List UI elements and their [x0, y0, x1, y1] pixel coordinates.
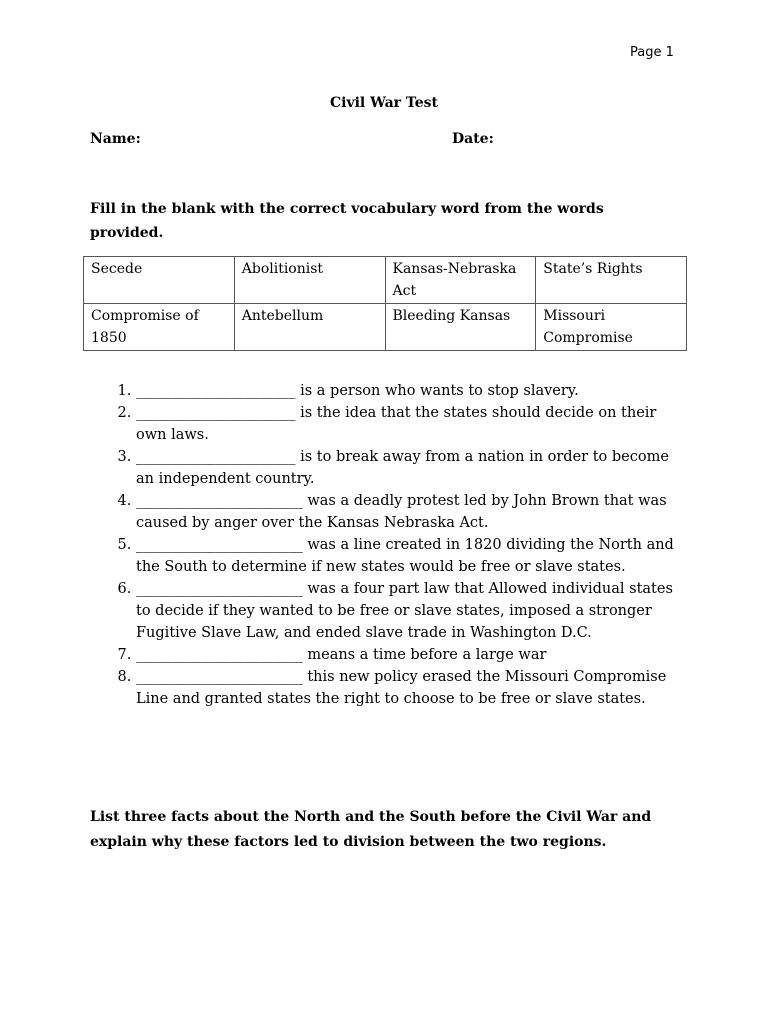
vocab-word: Antebellum [234, 304, 385, 351]
question-item: 6. _______________________ was a four part law that Allowed individual states to decide if they wanted to be free or slave states, imposed a stronger Fugitive Slave Law, and ended slave trade in Washington D.C. [136, 578, 680, 644]
page-number: Page 1 [630, 45, 674, 60]
vocab-word: Bleeding Kansas [385, 304, 536, 351]
question-item: 7. _______________________ means a time before a large war [136, 644, 680, 666]
vocab-table [83, 256, 687, 351]
essay-instructions: List three facts about the North and the South before the Civil War and explain why these factors led to division between the two regions. [90, 809, 652, 850]
vocab-instructions: Fill in the blank with the correct vocabulary word from the words provided. [90, 201, 604, 241]
table-row [84, 257, 687, 304]
question-item: 1. ______________________ is a person who wants to stop slavery. [136, 380, 680, 402]
page-title: Civil War Test [329, 95, 438, 111]
question-item: 5. _______________________ was a line created in 1820 dividing the North and the South to determine if new states would be free or slave states. [136, 534, 680, 578]
table-row [84, 304, 687, 351]
question-item: 4. _______________________ was a deadly protest led by John Brown that was caused by anger over the Kansas Nebraska Act. [136, 490, 680, 534]
question-list [90, 380, 680, 710]
question-item: 8. _______________________ this new policy erased the Missouri Compromise Line and granted states the right to choose to be free or slave states. [136, 666, 680, 710]
date-label: Date: [452, 131, 494, 147]
vocab-word: Compromise of 1850 [84, 304, 235, 351]
question-item: 2. ______________________ is the idea that the states should decide on their own laws. [136, 402, 680, 446]
vocab-word: State’s Rights [536, 257, 687, 304]
vocab-word: Missouri Compromise [536, 304, 687, 351]
name-label: Name: [90, 131, 141, 147]
vocab-word: Abolitionist [234, 257, 385, 304]
vocab-word: Secede [84, 257, 235, 304]
question-item: 3. ______________________ is to break away from a nation in order to become an independent country. [136, 446, 680, 490]
vocab-word: Kansas-Nebraska Act [385, 257, 536, 304]
